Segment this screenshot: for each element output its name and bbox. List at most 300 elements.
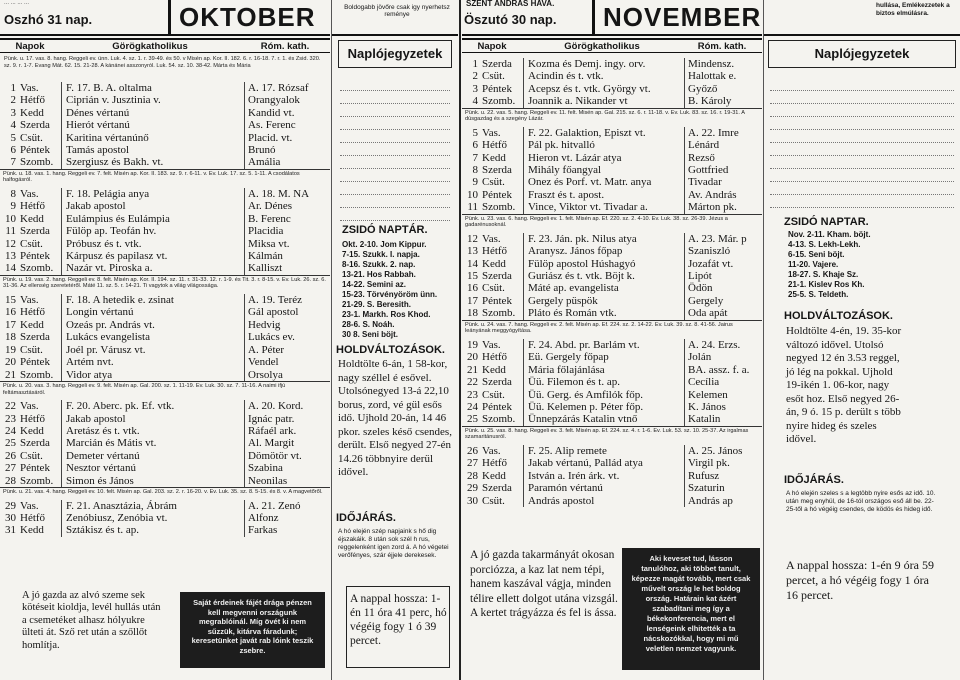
weekday: Hétfő (18, 200, 62, 212)
day-number: 27 (5, 462, 16, 475)
day-number: 18 (5, 331, 16, 344)
day-row (0, 512, 330, 524)
weekday: Csüt. (480, 70, 524, 82)
calendar-entry: 30 8. Seni böjt. (342, 330, 399, 339)
month-title: OKTOBER (168, 0, 316, 34)
roman-saint: Kelemen (684, 389, 762, 401)
day-number: 6 (10, 144, 16, 157)
day-number: 2 (472, 70, 478, 83)
note-lines-nov (770, 78, 954, 208)
greek-saint: Mária főlajánlása (528, 363, 605, 376)
roman-saint: B. Károly (684, 95, 762, 107)
roman-saint: Mindensz. (684, 58, 762, 70)
calendar-entry: 28-6. S. Noáh. (342, 320, 395, 329)
day-row (462, 339, 762, 351)
weekday: Csüt. (480, 389, 524, 401)
greek-saint: F. 23. Ján. pk. Nilus atya (528, 232, 637, 245)
greek-saint: Jakab apostol (66, 200, 126, 213)
weekday: Szerda (18, 225, 62, 237)
greek-saint: Üü. Gerg. és Amfilók főp. (528, 388, 643, 401)
week-reading-note: Pünk. u. 21. vas. 4. hang. Reggeli ev. 10. felt. Misén ap. Gal. 203. sz. 2. r. 16-20. v. Ev. Luk. 35. sz. 8. 5-15. és 8. v. A magvetőről. (0, 487, 330, 500)
day-row (0, 356, 330, 368)
roman-saint: Gál apostol (244, 306, 330, 318)
greek-saint: Simon és János (66, 474, 134, 487)
day-number: 10 (5, 212, 16, 225)
roman-saint: BA. assz. f. a. (684, 364, 762, 376)
top-right-note: hullása, Emlékezzetek a biztos elmúlásra. (876, 2, 950, 17)
roman-saint: A. 25. János (684, 445, 762, 457)
greek-saint: Nazár vt. Piroska a. (66, 262, 153, 275)
day-row (0, 82, 330, 94)
day-number: 29 (467, 482, 478, 495)
roman-saint: Ödön (684, 282, 762, 294)
roman-saint: Ráfaél ark. (244, 425, 330, 437)
top-strip-hope: Boldogabb jövőre csak igy nyerhetsz reménye (344, 4, 450, 18)
day-number: 4 (472, 95, 478, 108)
day-number: 7 (10, 156, 16, 169)
greek-saint: Üü. Filemon és t. ap. (528, 376, 620, 389)
week-block (462, 233, 762, 339)
greek-saint: Mihály főangyal (528, 164, 602, 177)
roman-saint: A. Péter (244, 344, 330, 356)
idojaras-title-nov: IDŐJÁRÁS. (784, 474, 844, 486)
greek-saint: Onez és Porf. vt. Matr. anya (528, 176, 652, 189)
greek-saint: F. 25. Alip remete (528, 444, 607, 457)
day-row (462, 295, 762, 307)
day-row (462, 376, 762, 388)
greek-saint: Karitina vértanúnő (66, 131, 149, 144)
greek-saint: Fraszt és t. apost. (528, 188, 605, 201)
weekday: Vas. (480, 127, 524, 139)
greek-saint: Eü. Gergely főpap (528, 351, 609, 364)
weekday: Vas. (480, 339, 524, 351)
day-row (462, 364, 762, 376)
day-row (462, 307, 762, 319)
weekday: Vas. (18, 188, 62, 200)
greek-saint: István a. Irén árk. vt. (528, 469, 620, 482)
weekday: Péntek (18, 250, 62, 262)
month-title-nov: NOVEMBER (592, 0, 761, 34)
weekday: Csüt. (480, 495, 524, 507)
day-row (462, 176, 762, 188)
roman-saint: Gottfried (684, 164, 762, 176)
weekday: Hétfő (480, 245, 524, 257)
roman-saint: A. 19. Teréz (244, 294, 330, 306)
day-number: 25 (5, 437, 16, 450)
october-page (0, 0, 330, 680)
day-row (0, 450, 330, 462)
col-gorog-nov: Görögkatholikus (564, 41, 640, 52)
weekday: Kedd (18, 425, 62, 437)
hold-title-nov: HOLDVÁLTOZÁSOK. (784, 310, 893, 322)
day-row (462, 201, 762, 213)
day-number: 23 (467, 388, 478, 401)
roman-saint: Gergely (684, 295, 762, 307)
day-number: 14 (467, 257, 478, 270)
day-row (462, 127, 762, 139)
day-row (462, 245, 762, 257)
day-number: 19 (5, 343, 16, 356)
greek-saint: Vidor atya (66, 368, 113, 381)
day-number: 3 (472, 82, 478, 95)
roman-saint: Cecília (684, 376, 762, 388)
greek-saint: Fülöp apostol Húshagyó (528, 257, 636, 270)
weekday: Kedd (480, 152, 524, 164)
weekday: Hétfő (18, 512, 62, 524)
day-number: 12 (467, 232, 478, 245)
weekday: Kedd (18, 524, 62, 536)
top-strip-month: SZENT ANDRÁS HAVA. (466, 0, 555, 8)
roman-saint: Jozafát vt. (684, 258, 762, 270)
roman-saint: Katalin (684, 413, 762, 425)
roman-saint: Jolán (684, 351, 762, 363)
day-number: 19 (467, 338, 478, 351)
calendar-entry: 8-16. Szukk. 2. nap. (342, 260, 416, 269)
idojaras-title: IDŐJÁRÁS. (336, 512, 396, 524)
day-row (462, 258, 762, 270)
day-number: 10 (467, 188, 478, 201)
week-reading-note: Pünk. u. 19. vas. 2. hang. Reggeli ev. 8. felt. Misén ap. Kor. II. 194. sz. 11. r. 31-33. 12. r. 1-9. és Tit. 3. r. 8-15. v. Ev. Luk. 26. sz. 6. 31-36. Az ellenség szeretetéről. Máté 11. sz. 5. r. 14-21. Ti vagytok a világ világossága. (0, 275, 330, 294)
day-row (462, 413, 762, 425)
day-number: 3 (10, 106, 16, 119)
week-block (0, 294, 330, 400)
greek-saint: Joannik a. Nikander vt (528, 95, 628, 108)
greek-saint: F. 17. B. A. oltalma (66, 82, 152, 94)
roman-saint: Rezső (684, 152, 762, 164)
day-row (462, 495, 762, 507)
day-row (0, 262, 330, 274)
calendar-entry: 14-22. Semini az. (342, 280, 407, 289)
day-number: 22 (467, 376, 478, 389)
weekday: Péntek (18, 144, 62, 156)
october-weeks (0, 82, 330, 537)
greek-saint: Üü. Kelemen p. Péter főp. (528, 400, 644, 413)
top-strip: ... ... ... ... (4, 0, 30, 6)
greek-saint: Kozma és Demj. ingy. orv. (528, 58, 646, 70)
roman-saint: As. Ferenc (244, 119, 330, 131)
week-reading-note: Pünk. u. 23. vas. 6. hang. Reggeli ev. 1. felt. Misén ap. Ef. 220. sz. 2. 4-10. Ev. Luk. 38. sz. 26-39. Jézus a gadarénusoknál. (462, 214, 762, 233)
weekday: Szerda (480, 376, 524, 388)
notes-title: Naplójegyzetek (347, 46, 443, 61)
day-number: 27 (467, 457, 478, 470)
day-number: 13 (467, 245, 478, 258)
zsido-title-nov: ZSIDÓ NAPTAR. (784, 216, 869, 228)
weekday: Szerda (18, 437, 62, 449)
weekday: Szomb. (480, 307, 524, 319)
weekday: Szomb. (18, 369, 62, 381)
calendar-entry: Okt. 2-10. Jom Kippur. (342, 240, 427, 249)
greek-saint: F. 18. A hetedik e. zsinat (66, 294, 174, 307)
day-row (0, 331, 330, 343)
roman-saint: Rufusz (684, 470, 762, 482)
roman-saint: Al. Margit (244, 437, 330, 449)
weekday: Péntek (480, 401, 524, 413)
hold-text-nov: Holdtölte 4-én, 19. 35-kor változó idővel. Utolsó negyed 12 én 3.53 reggel, jó lég na pokkal. Ujhold 19-ikén 1. 06-kor, nagy esőt hoz. Első negyed 26-án, 9 ó. 15 p. derült s több nyire hideg és szeles idővel. (786, 325, 902, 445)
week-reading-note: Pünk. u. 25. vas. 8. hang. Reggeli ev. 3. felt. Misén ap. Ef. 224. sz. 4. r. 1-6. Ev. Luk. 53. sz. 10. 25-37. Az irgalmas szamaritánusról. (462, 426, 762, 445)
day-row (0, 200, 330, 212)
day-row (0, 319, 330, 331)
weekday: Vas. (18, 500, 62, 512)
day-row (462, 58, 762, 70)
greek-saint: Longin vértanú (66, 306, 134, 319)
roman-saint: Halottak e. (684, 70, 762, 82)
weekday: Csüt. (480, 176, 524, 188)
weekday: Péntek (480, 83, 524, 95)
column-header-nov (462, 38, 762, 53)
week-block (462, 58, 762, 127)
roman-saint: A. 20. Kord. (244, 400, 330, 412)
greek-saint: Jakab apostol (66, 412, 126, 425)
col-napok-nov: Napok (477, 41, 507, 52)
notes-title-nov: Naplójegyzetek (814, 46, 910, 61)
weekday: Hétfő (18, 94, 62, 106)
greek-saint: Szergiusz és Bakh. vt. (66, 156, 164, 169)
day-number: 1 (472, 58, 478, 70)
zsido-list (342, 240, 457, 340)
day-number: 22 (5, 400, 16, 413)
weekday: Vas. (480, 445, 524, 457)
day-number: 9 (10, 200, 16, 213)
weekday: Péntek (480, 295, 524, 307)
weekday: Vas. (18, 82, 62, 94)
day-number: 24 (5, 424, 16, 437)
greek-saint: Joél pr. Várusz vt. (66, 343, 146, 356)
day-row (0, 132, 330, 144)
day-number: 12 (5, 237, 16, 250)
day-row (0, 250, 330, 262)
roman-saint: Virgil pk. (684, 457, 762, 469)
greek-saint: F. 20. Aberc. pk. Ef. vtk. (66, 400, 175, 413)
day-row (0, 238, 330, 250)
day-row (462, 83, 762, 95)
day-number: 4 (10, 119, 16, 132)
roman-saint: Márton pk. (684, 201, 762, 213)
day-row (0, 225, 330, 237)
weekday: Szomb. (480, 95, 524, 107)
day-row (0, 107, 330, 119)
greek-saint: Acindin és t. vtk. (528, 70, 604, 83)
roman-saint: K. János (684, 401, 762, 413)
farmer-tip: A jó gazda az alvó szeme sek kötéseit kioldja, levél hullás után a csemetéket alhasz hólyukre ülteti át. Sző ret után a szőllőt homlítja. (22, 590, 161, 651)
day-row (0, 462, 330, 474)
zsido-title: ZSIDÓ NAPTÁR. (342, 224, 428, 236)
day-number: 2 (10, 94, 16, 107)
weekday: Szerda (18, 331, 62, 343)
weekday: Szerda (480, 58, 524, 70)
notes-column-october (332, 0, 458, 680)
weekday: Csüt. (18, 238, 62, 250)
weekday: Szerda (18, 119, 62, 131)
greek-saint: F. 18. Pelágia anya (66, 188, 150, 201)
day-number: 8 (10, 188, 16, 201)
day-row (462, 389, 762, 401)
motto-box-nov: Aki keveset tud, lásson tanulóhoz, aki többet tanult, képezze magát tovább, mert csak művelt ország le het boldog ország. Határain kat ázért szabadítani meg így a békekonferencia, mert el lenségeink elhitették a ta nácskozókkal, hogy mi mű veletlen nemzet vagyunk. (622, 548, 760, 670)
roman-saint: Placid. vt. (244, 132, 330, 144)
weekday: Csüt. (18, 344, 62, 356)
column-header (0, 38, 330, 53)
calendar-entry: 18-27. S. Khaje Sz. (788, 270, 859, 279)
greek-saint: F. 21. Anasztázia, Ábrám (66, 499, 177, 512)
weekday: Csüt. (18, 450, 62, 462)
weekday: Kedd (480, 364, 524, 376)
greek-saint: Ünnepzárás Katalin vtnő (528, 413, 638, 426)
greek-saint: Artém nvt. (66, 356, 114, 369)
roman-saint: Lipót (684, 270, 762, 282)
day-row (0, 437, 330, 449)
greek-saint: Zenóbiusz, Zenóbia vt. (66, 511, 168, 524)
day-row (462, 401, 762, 413)
greek-saint: Marcián és Mátis vt. (66, 437, 157, 450)
week-block (0, 500, 330, 537)
day-row (462, 70, 762, 82)
day-number: 9 (472, 176, 478, 189)
week-block (0, 82, 330, 188)
greek-saint: Demeter vértanú (66, 449, 140, 462)
zsido-list-nov (788, 230, 948, 300)
greek-saint: Tamás apostol (66, 144, 130, 157)
notes-column-november (764, 0, 960, 680)
roman-saint: Kandid vt. (244, 107, 330, 119)
day-number: 21 (5, 368, 16, 381)
weekday: Hétfő (480, 139, 524, 151)
greek-saint: Aretász és t. vtk. (66, 424, 140, 437)
roman-saint: Oda apát (684, 307, 762, 319)
greek-saint: Hierót vértanú (66, 119, 130, 132)
day-number: 16 (467, 282, 478, 295)
nappal-text-nov: A nappal hossza: 1-én 9 óra 59 percet, a hó végéig fogy 1 óra 16 percet. (786, 558, 934, 602)
weekday: Kedd (480, 470, 524, 482)
day-row (462, 270, 762, 282)
hold-text: Holdtölte 6-án, 1 58-kor, nagy széllel é esővel. Utolsónegyed 13-á 22,10 borus, zord, vé gül esős idő. Ujhold 20-án, 14 46 pkor. szeles késő csendes, derült. Első negyed 27-én 14.26 többnyire derül idővel. (338, 358, 452, 478)
day-row (462, 139, 762, 151)
day-number: 28 (5, 474, 16, 487)
day-row (462, 189, 762, 201)
day-row (0, 119, 330, 131)
greek-saint: András apostol (528, 494, 595, 507)
greek-saint: Guriász és t. vtk. Böjt k. (528, 270, 635, 283)
calendar-entry: Nov. 2-11. Kham. böjt. (788, 230, 871, 239)
day-row (0, 500, 330, 512)
weekday: Vas. (18, 294, 62, 306)
weekday: Szerda (480, 164, 524, 176)
roman-saint: Győző (684, 83, 762, 95)
day-row (0, 306, 330, 318)
calendar-entry: 4-13. S. Lekh-Lekh. (788, 240, 861, 249)
day-count-nov: Öszutó 30 nap. (464, 12, 557, 27)
roman-saint: Placidia (244, 225, 330, 237)
roman-saint: András ap (684, 495, 762, 507)
col-rom-nov: Róm. kath. (697, 41, 747, 52)
weekday: Hétfő (480, 351, 524, 363)
day-number: 18 (467, 307, 478, 320)
calendar-entry: 21-1. Kislev Ros Kh. (788, 280, 865, 289)
day-number: 1 (10, 82, 16, 94)
greek-saint: Jakab vértanú, Pallád atya (528, 457, 643, 470)
greek-saint: Acepsz és t. vtk. György vt. (528, 82, 651, 95)
roman-saint: A. 17. Rózsaf (244, 82, 330, 94)
day-number: 16 (5, 306, 16, 319)
roman-saint: Lénárd (684, 139, 762, 151)
roman-saint: A. 22. Imre (684, 127, 762, 139)
day-row (462, 233, 762, 245)
weekday: Szerda (480, 482, 524, 494)
farmer-tip-nov: A jó gazda takarmányát okosan porciózza, a kaz lat nem tépi, hanem kaszával vágja, minden télire ellett dolgot utána vizsgál. A kertet trágyázza és fel is ássa. (470, 549, 618, 619)
roman-saint: Vendel (244, 356, 330, 368)
greek-saint: Próbusz és t. vtk. (66, 237, 142, 250)
week-block (0, 188, 330, 294)
greek-saint: Eulámpius és Eulámpia (66, 212, 170, 225)
weekday: Hétfő (18, 413, 62, 425)
day-number: 5 (472, 126, 478, 139)
col-napok: Napok (15, 41, 45, 52)
col-rom: Róm. kath. (260, 41, 310, 52)
greek-saint: Gergely püspök (528, 294, 598, 307)
roman-saint: B. Ferenc (244, 213, 330, 225)
day-number: 23 (5, 412, 16, 425)
weekday: Csüt. (480, 282, 524, 294)
week-block (462, 339, 762, 445)
day-row (462, 482, 762, 494)
calendar-entry: 11-20. Vajere. (788, 260, 839, 269)
day-row (0, 294, 330, 306)
calendar-entry: 25-5. S. Teldeth. (788, 290, 849, 299)
day-row (0, 188, 330, 200)
roman-saint: Amália (244, 156, 330, 168)
calendar-entry: 23-1. Markh. Ros Khod. (342, 310, 431, 319)
weekday: Péntek (18, 462, 62, 474)
weekday: Kedd (18, 213, 62, 225)
nappal-text: A nappal hossza: 1-én 11 óra 41 perc, hó végéig fogy 1 ó 39 percet. (350, 593, 447, 647)
roman-saint: Orangyalok (244, 94, 330, 106)
roman-saint: A. 21. Zenó (244, 500, 330, 512)
greek-saint: Aranysz. János főpap (528, 245, 623, 258)
greek-saint: Vince, Viktor vt. Tivadar a. (528, 201, 648, 214)
roman-saint: Ignác patr. (244, 413, 330, 425)
greek-saint: Nesztor vértanú (66, 462, 136, 475)
roman-saint: Neonilas (244, 475, 330, 487)
day-row (462, 152, 762, 164)
day-number: 30 (5, 511, 16, 524)
roman-saint: A. 24. Erzs. (684, 339, 762, 351)
november-weeks (462, 58, 762, 507)
day-number: 30 (467, 494, 478, 507)
greek-saint: Fülöp ap. Teofán hv. (66, 225, 157, 238)
day-row (462, 282, 762, 294)
weekday: Szerda (480, 270, 524, 282)
calendar-entry: 7-15. Szukk. I. napja. (342, 250, 420, 259)
day-row (0, 213, 330, 225)
day-number: 17 (5, 318, 16, 331)
weekday: Péntek (18, 356, 62, 368)
weekday: Szomb. (18, 262, 62, 274)
greek-saint: Paramón vértanú (528, 482, 603, 495)
day-number: 13 (5, 250, 16, 263)
roman-saint: Szaturin (684, 482, 762, 494)
roman-saint: Tivadar (684, 176, 762, 188)
weekday: Szomb. (18, 475, 62, 487)
weekday: Kedd (18, 319, 62, 331)
day-row (0, 369, 330, 381)
weekday: Szomb. (480, 201, 524, 213)
roman-saint: Lukács ev. (244, 331, 330, 343)
weekday: Szomb. (18, 156, 62, 168)
roman-saint: Hedvig (244, 319, 330, 331)
col-gorog: Görögkatholikus (112, 41, 188, 52)
greek-saint: Hieron vt. Lázár atya (528, 151, 622, 164)
greek-saint: Máté ap. evangelista (528, 282, 619, 295)
day-number: 31 (5, 524, 16, 537)
day-number: 5 (10, 131, 16, 144)
